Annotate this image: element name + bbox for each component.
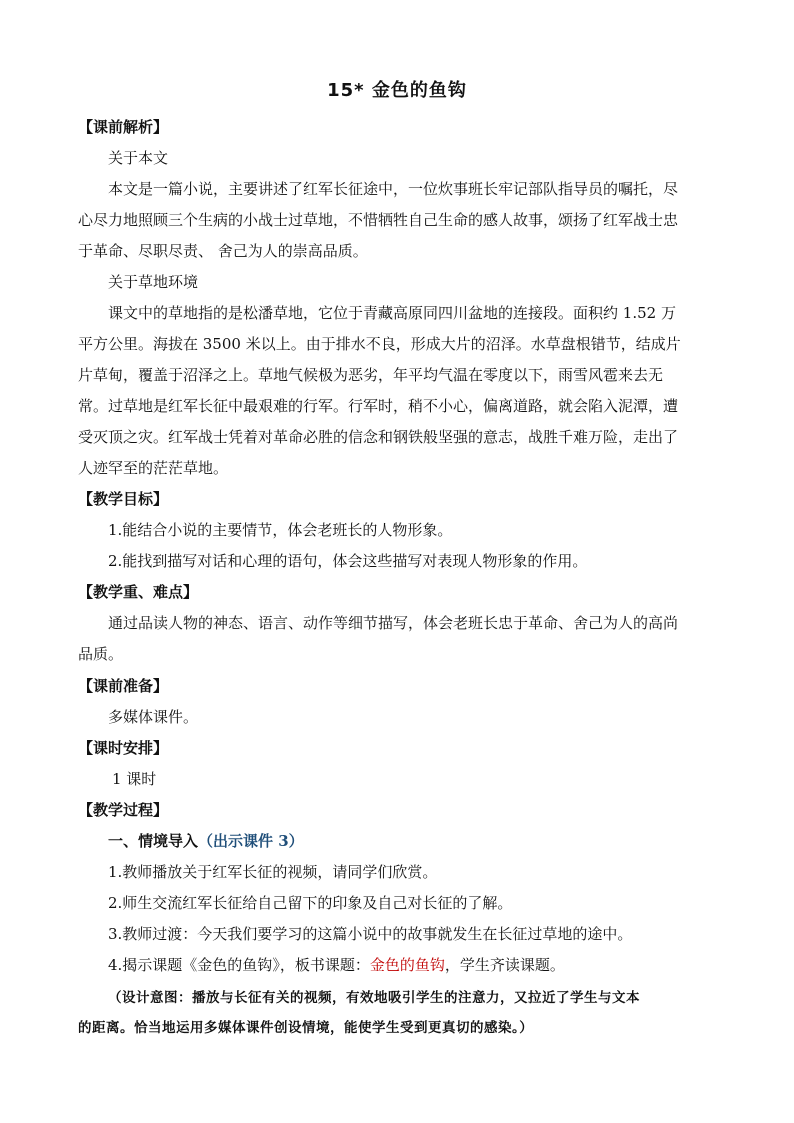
process-step-1 <box>108 831 758 851</box>
preparation-text: 多媒体课件。 <box>108 708 199 726</box>
heading-pre-analysis: 【课前解析】 <box>78 118 169 136</box>
subheading-about-environment: 关于草地环境 <box>108 273 199 291</box>
step1-label: 一、情境导入 <box>108 832 199 850</box>
goal-item: 2.能找到描写对话和心理的语句，体会这些描写对表现人物形象的作用。 <box>108 552 588 570</box>
paragraph-line: 常。过草地是红军长征中最艰难的行军。行军时，稍不小心，偏离道路，就会陷入泥潭，遭 <box>78 397 679 415</box>
schedule-text: 1 课时 <box>112 770 157 788</box>
heading-process: 【教学过程】 <box>78 801 169 819</box>
process-item: 3.教师过渡：今天我们要学习的这篇小说中的故事就发生在长征过草地的途中。 <box>108 925 633 943</box>
design-note-line: 的距离。恰当地运用多媒体课件创设情境，能使学生受到更真切的感染。） <box>78 1020 534 1036</box>
paragraph-line: 片草甸，覆盖于沼泽之上。草地气候极为恶劣，年平均气温在零度以下，雨雪风雹来去无 <box>78 366 664 384</box>
heading-preparation: 【课前准备】 <box>78 677 169 695</box>
paragraph-line: 本文是一篇小说，主要讲述了红军长征途中，一位炊事班长牢记部队指导员的嘱托，尽 <box>108 180 679 198</box>
process-item: 1.教师播放关于红军长征的视频，请同学们欣赏。 <box>108 863 438 881</box>
step1-courseware-note: （出示课件 3） <box>198 832 304 850</box>
heading-keypoints: 【教学重、难点】 <box>78 583 199 601</box>
paragraph-line: 通过品读人物的神态、语言、动作等细节描写，体会老班长忠于革命、舍己为人的高尚 <box>108 614 679 632</box>
process-item: 2.师生交流红军长征给自己留下的印象及自己对长征的了解。 <box>108 894 513 912</box>
process-item-4 <box>108 955 758 975</box>
paragraph-line: 受灭顶之灾。红军战士凭着对革命必胜的信念和钢铁般坚强的意志，战胜千难万险，走出了 <box>78 428 679 446</box>
heading-goals: 【教学目标】 <box>78 490 169 508</box>
item4-text-b: ，学生齐读课题。 <box>444 956 565 974</box>
paragraph-line: 平方公里。海拔在 3500 米以上。由于排水不良，形成大片的沼泽。水草盘根错节，结成片 <box>78 335 681 353</box>
paragraph-line: 课文中的草地指的是松潘草地，它位于青藏高原同四川盆地的连接段。面积约 1.52 万 <box>108 304 676 322</box>
paragraph-line: 于革命、尽职尽责、 舍己为人的崇高品质。 <box>78 242 368 260</box>
paragraph-line: 心尽力地照顾三个生病的小战士过草地，不惜牺牲自己生命的感人故事，颂扬了红军战士忠 <box>78 211 679 229</box>
subheading-about-text: 关于本文 <box>108 149 169 167</box>
item4-text-a: 4.揭示课题《金色的鱼钩》，板书课题： <box>108 956 370 974</box>
goal-item: 1.能结合小说的主要情节，体会老班长的人物形象。 <box>108 521 453 539</box>
paragraph-line: 品质。 <box>78 645 124 663</box>
design-note-line: （设计意图：播放与长征有关的视频，有效地吸引学生的注意力，又拉近了学生与文本 <box>108 990 640 1006</box>
paragraph-line: 人迹罕至的茫茫草地。 <box>78 459 229 477</box>
item4-red-title: 金色的鱼钩 <box>369 956 445 974</box>
page-title: 15* 金色的鱼钩 <box>327 80 467 101</box>
heading-schedule: 【课时安排】 <box>78 739 169 757</box>
